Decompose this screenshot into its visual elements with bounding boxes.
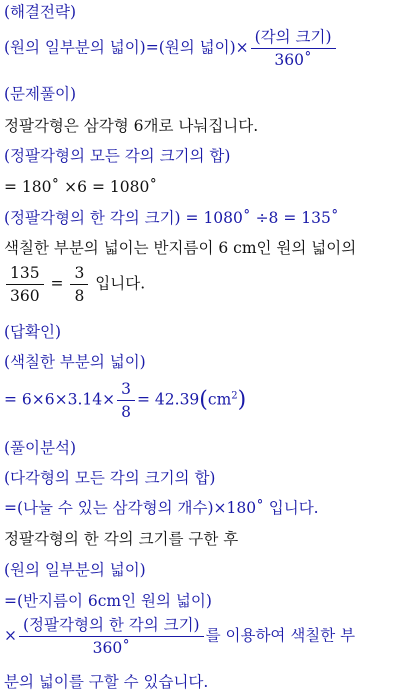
fraction-numerator: 3	[74, 264, 85, 282]
fraction-numerator: 135	[10, 264, 40, 282]
solution-line-6	[4, 264, 145, 305]
solution-line-6-tail: 입니다.	[95, 274, 146, 293]
fraction-numerator: (정팔각형의 한 각의 크기)	[23, 616, 200, 634]
heading-problem-solving: (문제풀이)	[4, 85, 76, 103]
fraction-denominator: 360˚	[92, 639, 130, 657]
fraction-135-360	[6, 264, 44, 305]
commentary-line-1: (다각형의 모든 각의 크기의 합)	[4, 469, 216, 487]
answer-result: = 42.39	[137, 390, 200, 409]
commentary-line-6	[4, 616, 355, 657]
equals-sign: =	[50, 274, 64, 293]
strategy-fraction-numerator: (각의 크기)	[254, 28, 332, 46]
left-paren: (	[199, 387, 208, 413]
fraction-denominator: 8	[74, 287, 85, 305]
solution-line-4: (정팔각형의 한 각의 크기) = 1080˚ ÷8 = 135˚	[4, 209, 339, 227]
right-paren: )	[237, 387, 247, 413]
heading-answer-check: (답확인)	[4, 323, 62, 341]
solution-line-1: 정팔각형은 삼각형 6개로 나눠집니다.	[4, 117, 259, 135]
heading-solution-strategy: (해결전략)	[4, 3, 76, 21]
fraction-numerator: 3	[121, 380, 131, 398]
commentary-line-2: =(나눌 수 있는 삼각형의 개수)×180˚ 입니다.	[4, 499, 319, 517]
solution-line-3: = 180˚ ×6 = 1080˚	[4, 178, 158, 196]
commentary-line-6-tail: 를 이용하여 색칠한 부	[205, 626, 356, 645]
times-sign: ×	[4, 626, 17, 645]
commentary-line-7: 분의 넓이를 구할 수 있습니다.	[4, 673, 209, 691]
unit-exponent: 2	[231, 390, 238, 402]
commentary-line-3: 정팔각형의 한 각의 크기를 구한 후	[4, 530, 239, 548]
strategy-formula	[4, 28, 338, 69]
solution-line-2: (정팔각형의 모든 각의 크기의 합)	[4, 147, 231, 165]
heading-commentary: (풀이분석)	[4, 439, 76, 457]
commentary-line-4: (원의 일부분의 넓이)	[4, 561, 146, 579]
answer-line-2	[4, 380, 246, 421]
fraction-3-8-answer	[117, 380, 135, 421]
solution-line-5: 색칠한 부분의 넓이는 반지름이 6 cm인 원의 넓이의	[4, 239, 357, 257]
commentary-line-5: =(반지름이 6cm인 원의 넓이)	[4, 592, 212, 610]
answer-line-1: (색칠한 부분의 넓이)	[4, 353, 146, 371]
answer-formula-lhs: = 6×6×3.14×	[4, 390, 116, 409]
strategy-fraction	[251, 28, 336, 69]
strategy-fraction-denominator: 360˚	[274, 51, 312, 69]
commentary-fraction	[19, 616, 204, 657]
fraction-3-8	[70, 264, 88, 305]
strategy-formula-lhs: (원의 일부분의 넓이)=(원의 넓이)×	[4, 38, 249, 57]
fraction-denominator: 8	[121, 403, 131, 421]
unit-cm: cm	[207, 390, 232, 409]
fraction-denominator: 360	[10, 287, 40, 305]
